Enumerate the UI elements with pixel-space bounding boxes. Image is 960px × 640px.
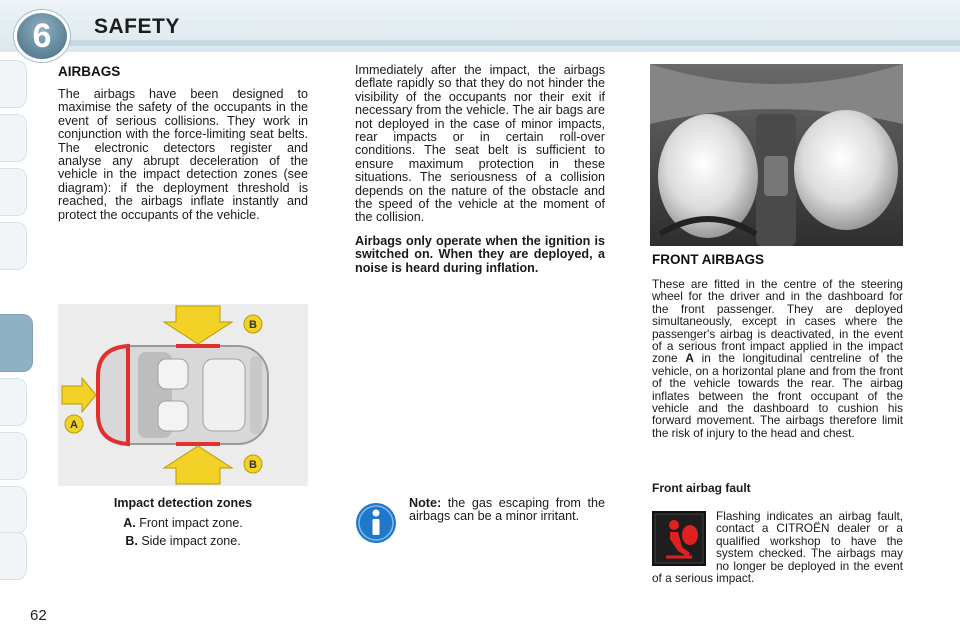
note-text: Note: the gas escaping from the airbags can be a minor irritant.	[409, 496, 605, 524]
airbags-deployed-photo	[650, 64, 903, 246]
page-number: 62	[30, 607, 47, 624]
section-title: SAFETY	[94, 15, 180, 38]
chapter-tab[interactable]	[0, 114, 27, 162]
diagram-caption-title: Impact detection zones	[113, 496, 253, 510]
chapter-tab[interactable]	[0, 168, 27, 216]
chapter-tab[interactable]	[0, 432, 27, 480]
fault-heading: Front airbag fault	[652, 481, 751, 495]
marker-b-label: B	[249, 319, 257, 331]
ignition-warning: Airbags only operate when the ignition is switched on. When they are deployed, a noise is heard during inflation.	[355, 234, 605, 275]
deflation-paragraph: Immediately after the impact, the airbags deflate rapidly so that they do not hinder the visibility of the occupants nor their exit if necessary from the vehicle. The air bags are not deployed in the case of minor impacts, rear impacts or in certain roll-over conditions. The seat belt is sufficient to ensure maximum protection in these situations. The seriousness of a collision depends on the nature of the obstacle and the speed of the vehicle at the moment of the collision.	[355, 63, 605, 225]
info-icon	[355, 502, 397, 544]
chapter-tab[interactable]	[0, 532, 27, 580]
marker-a-label: A	[70, 419, 78, 431]
chapter-tab[interactable]	[0, 222, 27, 270]
fault-text: Flashing indicates an airbag fault, contact a CITROËN dealer or a qualified workshop to have the system checked. The airbags may no longer be deployed in the event of a serious impact.	[652, 509, 903, 586]
chapter-tab-active[interactable]	[0, 314, 33, 372]
marker-b-label: B	[249, 459, 257, 471]
front-airbags-heading: FRONT AIRBAGS	[652, 252, 764, 267]
header-rule	[60, 40, 960, 46]
chapter-tab[interactable]	[0, 60, 27, 108]
impact-zones-diagram	[58, 304, 308, 486]
caption-item-b: B. Side impact zone.	[125, 534, 241, 548]
chapter-tab[interactable]	[0, 378, 27, 426]
chapter-tab[interactable]	[0, 486, 27, 534]
airbags-heading: AIRBAGS	[58, 64, 121, 79]
caption-item-a: A. Front impact zone.	[123, 516, 243, 530]
airbags-intro: The airbags have been designed to maximise the safety of the occupants in the event of serious collisions. They work in conjunction with the force-limiting seat belts. The electronic detectors register and analyse any abrupt deceleration of the vehicle in the impact detection zones (see diagram): if the deployment threshold is reached, the airbags inflate instantly and protect the occupants of the vehicle.	[58, 87, 308, 222]
diagram-caption-list	[58, 514, 308, 550]
chapter-badge: 6	[14, 10, 70, 62]
icon-spacer	[652, 510, 716, 566]
chapter-tabs	[0, 60, 34, 580]
front-airbags-text: These are fitted in the centre of the steering wheel for the driver and in the dashboard for the front passenger. They are deployed simultaneously, except in cases where the passenger's airbag is deactivated, in the event of a serious front impact applied in the impact zone A in the longitudinal centreline of the vehicle, on a horizontal plane and from the front of the vehicle towards the rear. The airbag inflates between the front occupant of the vehicle and the dashboard to cushion his forward movement. The airbags therefore limit the risk of injury to the head and chest.	[652, 277, 903, 440]
